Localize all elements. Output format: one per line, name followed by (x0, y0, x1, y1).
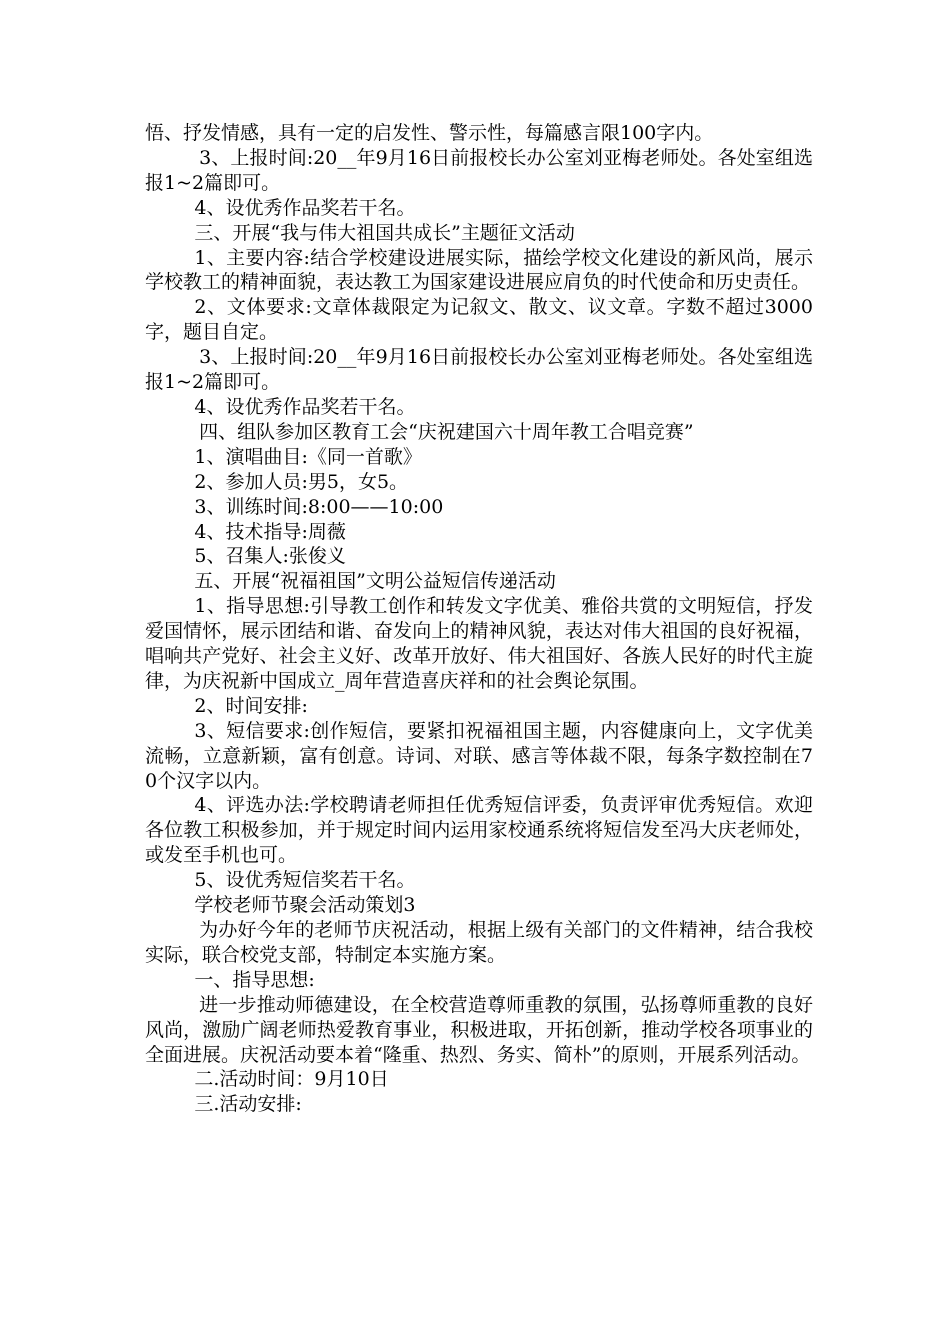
section-heading: 一、指导思想: (194, 968, 315, 991)
paragraph: 3、上报时间:20__年9月16日前报校长办公室刘亚梅老师处。各处室组选报1~2篇即可。 (145, 346, 813, 394)
paragraph: 3、上报时间:20__年9月16日前报校长办公室刘亚梅老师处。各处室组选报1~2篇即可。 (145, 146, 813, 194)
section-heading: 三、开展“我与伟大祖国共成长”主题征文活动 (194, 221, 575, 244)
paragraph: 4、设优秀作品奖若干名。 (194, 196, 416, 219)
paragraph: 5、召集人:张俊义 (194, 545, 346, 568)
section-heading: 五、开展“祝福祖国”文明公益短信传递活动 (194, 570, 556, 593)
section-heading: 二.活动时间：9月10日 (194, 1068, 389, 1091)
section-heading: 四、组队参加区教育工会“庆祝建国六十周年教工合唱竞赛” (199, 420, 694, 443)
paragraph: 4、设优秀作品奖若干名。 (194, 395, 416, 418)
paragraph: 悟、抒发情感，具有一定的启发性、警示性，每篇感言限100字内。 (145, 122, 714, 144)
paragraph: 进一步推动师德建设，在全校营造尊师重教的氛围，弘扬尊师重教的良好风尚，激励广阔老师热爱教育事业，积极进取，开拓创新，推动学校各项事业的全面进展。庆祝活动要本着“隆重、热烈、务实、简朴”的原则，开展系列活动。 (145, 993, 813, 1066)
paragraph: 2、参加人员:男5，女5。 (194, 470, 409, 493)
paragraph: 为办好今年的老师节庆祝活动，根据上级有关部门的文件精神，结合我校实际，联合校党支部，特制定本实施方案。 (145, 919, 813, 966)
paragraph: 3、短信要求:创作短信，要紧扣祝福祖国主题，内容健康向上，文字优美流畅，立意新颖，富有创意。诗词、对联、感言等体裁不限，每条字数控制在70个汉字以内。 (145, 719, 813, 792)
document-body (145, 121, 813, 1117)
paragraph: 4、技术指导:周薇 (194, 520, 346, 543)
paragraph: 2、文体要求:文章体裁限定为记叙文、散文、议文章。字数不超过3000字，题目自定。 (145, 296, 813, 344)
document-title: 学校老师节聚会活动策划3 (194, 894, 416, 917)
paragraph: 1、指导思想:引导教工创作和转发文字优美、雅俗共赏的文明短信，抒发爱国情怀，展示团结和谐、奋发向上的精神风貌，表达对伟大祖国的良好祝福，唱响共产党好、社会主义好、改革开放好、伟大祖国好、各族人民好的时代主旋律，为庆祝新中国成立_周年营造喜庆祥和的社会舆论氛围。 (145, 595, 813, 692)
paragraph: 1、演唱曲目:《同一首歌》 (194, 445, 422, 468)
paragraph: 3、训练时间:8:00——10:00 (194, 495, 444, 518)
paragraph: 5、设优秀短信奖若干名。 (194, 869, 416, 892)
paragraph: 4、评选办法:学校聘请老师担任优秀短信评委，负责评审优秀短信。欢迎各位教工积极参加，并于规定时间内运用家校通系统将短信发至冯大庆老师处，或发至手机也可。 (145, 794, 813, 867)
paragraph: 2、时间安排: (194, 694, 308, 717)
paragraph: 1、主要内容:结合学校建设进展实际，描绘学校文化建设的新风尚，展示学校教工的精神面貌，表达教工为国家建设进展应肩负的时代使命和历史责任。 (145, 246, 813, 294)
section-heading: 三.活动安排: (194, 1093, 302, 1116)
